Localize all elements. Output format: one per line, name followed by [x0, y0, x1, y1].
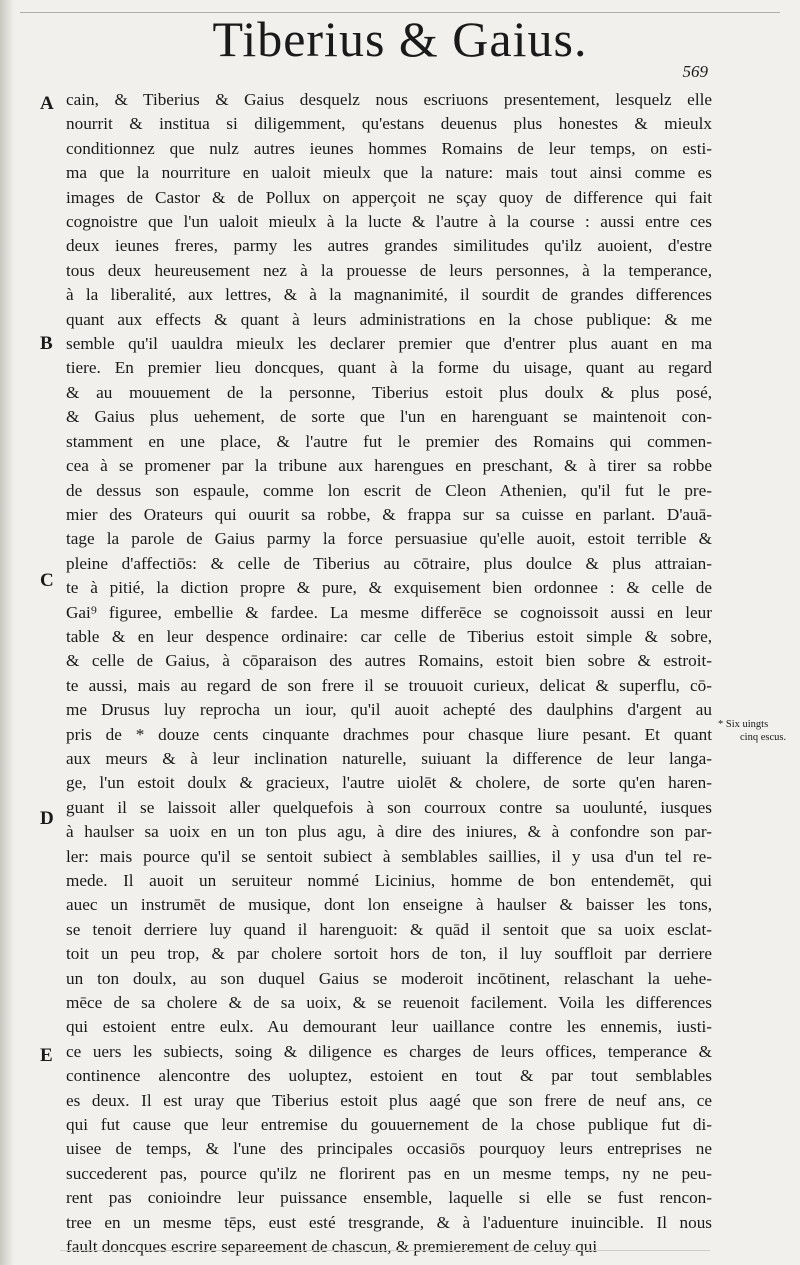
text-line: conditionnez que nulz autres ieunes hommes Romains de leur temps, on esti-: [66, 138, 712, 158]
text-line: stamment en une place, & l'autre fut le premier des Romains qui commen-: [66, 431, 712, 451]
text-line: tage la parole de Gaius parmy la force persuasiue qu'elle auoit, estoit terrible &: [66, 529, 712, 549]
marginal-note-line: * Six uingts: [718, 719, 769, 730]
text-line: succederent pas, pource qu'ilz ne florirent pas en un mesme temps, ny ne peu-: [66, 1163, 712, 1183]
text-line: auec un instrumēt de musique, dont lon enseigne à haulser & baisser les tons,: [66, 895, 712, 915]
binding-shadow: [0, 0, 14, 1265]
running-title: Tiberius & Gaius.: [212, 11, 588, 67]
text-line: ma que la nourriture en ualoit mieulx que la nature: mais tout ainsi comme es: [66, 163, 712, 183]
text-line: fault doncques escrire separeement de chascun, & premierement de celuy qui: [66, 1237, 598, 1257]
text-line: un ton doulx, au son duquel Gaius se moderoit incōtinent, relaschant la uehe-: [66, 968, 712, 988]
text-line: ler: mais pource qu'il se sentoit subiect à semblables saillies, il y usa d'un tel re-: [66, 846, 712, 866]
text-line: tiere. En premier lieu doncques, quant à la forme du uisage, quant au regard: [66, 358, 712, 378]
text-line: tree en un mesme tēps, eust esté tresgrande, & à l'aduenture inuincible. Il nous: [66, 1212, 712, 1232]
bottom-rule: [60, 1250, 710, 1251]
text-line: qui estoient entre eulx. Au demourant leur uaillance contre les ennemis, iusti-: [66, 1017, 712, 1037]
text-line: Gai⁹ figuree, embellie & fardee. La mesme differēce se cognoissoit aussi en leur: [66, 602, 712, 622]
margin-letter-c: C: [40, 570, 54, 591]
text-line: pleine d'affectiōs: & celle de Tiberius au cōtraire, plus doulce & plus attraian-: [66, 553, 712, 573]
text-line: ge, l'un estoit doulx & gracieux, l'autre uiolēt & cholere, de sorte qu'en haren-: [66, 773, 712, 793]
marginal-note: [718, 718, 786, 744]
text-line: images de Castor & de Pollux on apperçoit ne sçay quoy de difference qui fait: [66, 187, 712, 207]
margin-letter-d: D: [40, 808, 54, 829]
text-line: de dessus son espaule, comme lon escrit de Cleon Athenien, qu'il fut le pre-: [66, 480, 712, 500]
text-line: toit un peu trop, & par cholere sortoit hors de ton, il luy souffloit par derriere: [66, 944, 712, 964]
text-line: quant aux effects & quant à leurs administrations en la chose publique: & me: [66, 309, 712, 329]
text-line: te à pitié, la diction propre & pure, & exquisement bien ordonnee : & celle de: [66, 578, 712, 598]
marginal-note-line: cinq escus.: [740, 732, 787, 743]
margin-letter-a: A: [40, 93, 54, 114]
text-line: & au mouuement de la personne, Tiberius estoit plus doulx & plus posé,: [66, 382, 712, 402]
text-line: mede. Il auoit un seruiteur nommé Licinius, homme de bon entendemēt, qui: [66, 871, 712, 890]
text-line: se tenoit derriere luy quand il harenguoit: & quād il sentoit que sa uoix esclat-: [66, 919, 712, 939]
text-line: cea à se promener par la tribune aux harengues en preschant, & à tirer sa robbe: [66, 456, 712, 476]
text-line: guant il se laissoit aller quelquefois à son courroux contre sa uoulunté, iusques: [66, 797, 712, 817]
text-line: pris de * douze cents cinquante drachmes pour chasque liure pesant. Et quant: [66, 724, 712, 744]
text-line: me Drusus luy reprocha un iour, qu'il auoit achepté des daulphins d'argent au: [66, 700, 712, 720]
text-line: semble qu'il uauldra mieulx les declarer premier que d'entrer plus auant en ma: [66, 334, 712, 354]
text-line: table & en leur despence ordinaire: car celle de Tiberius estoit simple & sobre,: [66, 626, 712, 646]
text-line: mēce de sa cholere & de sa uoix, & se reuenoit facilement. Voila les differences: [66, 993, 712, 1013]
page-number: 569: [682, 62, 708, 81]
text-line: aux meurs & à leur inclination naturelle, suiuant la difference de leur langa-: [66, 748, 712, 768]
body-text: [66, 88, 712, 1260]
margin-letter-e: E: [40, 1045, 53, 1066]
text-line: & celle de Gaius, à cōparaison des autres Romains, estoit bien sobre & estroit-: [66, 651, 712, 671]
text-line: deux ieunes freres, parmy les autres grandes similitudes qu'ilz auoient, d'estre: [66, 236, 712, 256]
text-line: mier des Orateurs qui ouurit sa robbe, & frappa sur sa cuisse en parlant. D'auā-: [66, 504, 712, 524]
text-line: tous deux heureusement nez à la prouesse de leurs personnes, à la temperance,: [66, 260, 712, 280]
text-line: nourrit & institua si diligemment, qu'estans deuenus plus honestes & mieulx: [66, 114, 712, 134]
text-line: à la liberalité, aux lettres, & à la magnanimité, il sourdit de grandes differences: [66, 285, 712, 305]
text-line: & Gaius plus uehement, de sorte que l'un en harenguant se maintenoit con-: [66, 407, 712, 427]
text-line: cognoistre que l'un ualoit mieulx à la lucte & l'autre à la course : aussi entre ces: [66, 212, 712, 232]
text-line: es deux. Il est uray que Tiberius estoit plus aagé que son frere de neuf ans, ce: [66, 1090, 712, 1110]
text-line: à haulser sa uoix en un ton plus agu, à dire des iniures, & à confondre son par-: [66, 822, 712, 842]
text-line: ce uers les subiects, soing & diligence es charges de leurs offices, temperance &: [66, 1041, 712, 1061]
text-line: rent pas conioindre leur puissance ensemble, laquelle si elle se fust rencon-: [66, 1188, 712, 1208]
text-line: uisee de temps, & l'une des principales occasiōs pourquoy leurs entreprises ne: [66, 1139, 712, 1159]
margin-letter-b: B: [40, 333, 53, 354]
text-line: qui fut cause que leur entremise du gouuernement de la chose publique fut di-: [66, 1115, 712, 1135]
text-line: continence alencontre des uoluptez, estoient en tout & par tout semblables: [66, 1066, 712, 1086]
text-line: te aussi, mais au regard de son frere il se trouuoit curieux, delicat & superflu, cō-: [66, 675, 712, 695]
text-line: cain, & Tiberius & Gaius desquelz nous escriuons presentement, lesquelz elle: [66, 90, 712, 109]
